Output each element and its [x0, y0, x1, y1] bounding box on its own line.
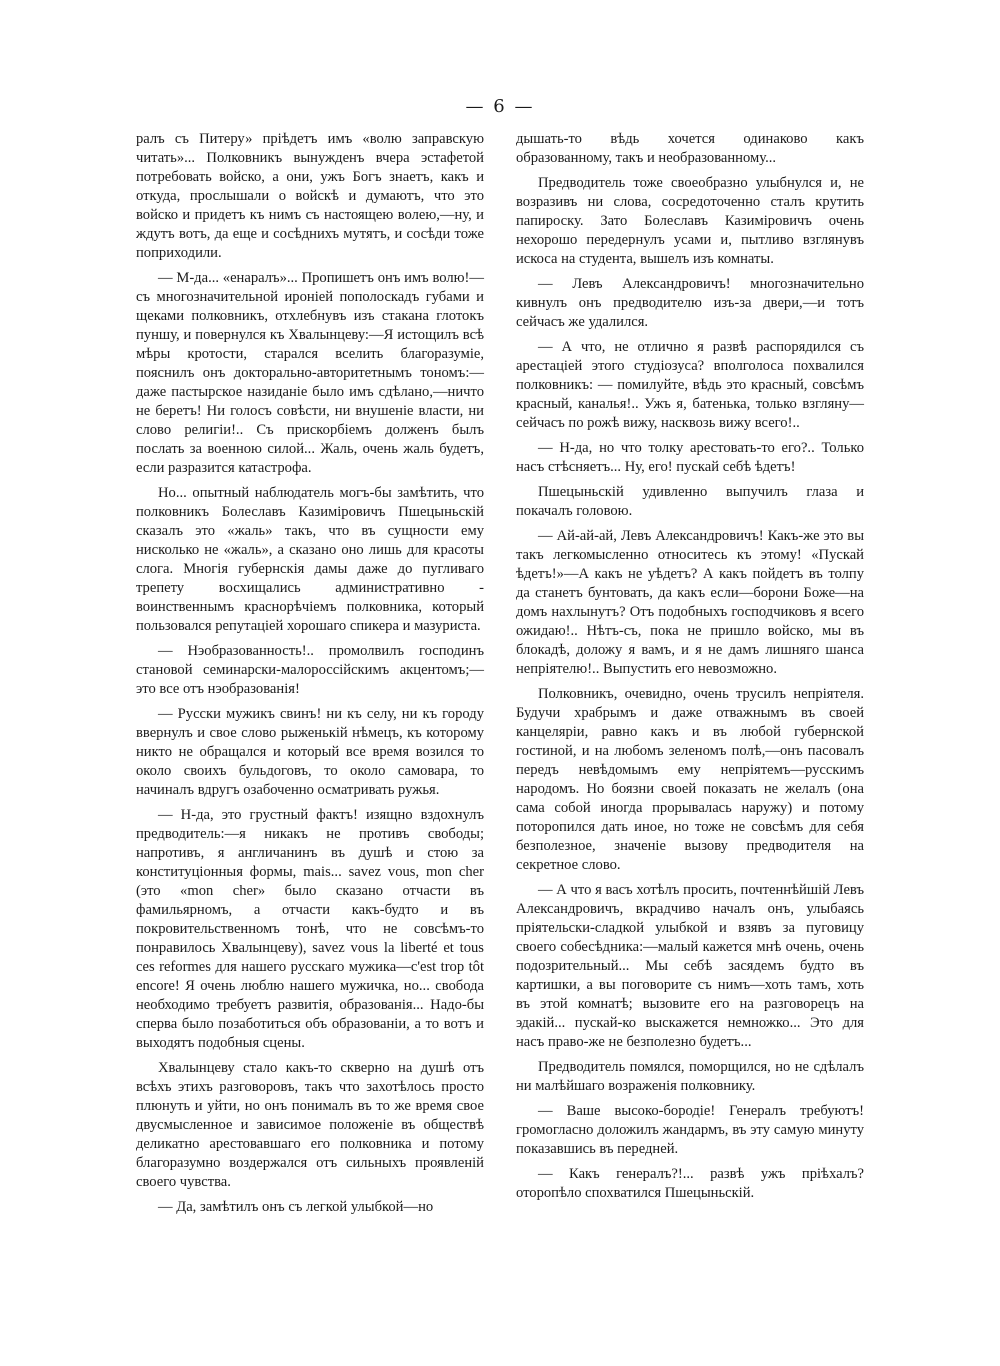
paragraph: Пшецыньскій удивленно выпучилъ глаза и покачалъ головою. — [516, 484, 864, 519]
paragraph: — Н-да, но что толку арестовать-то его?.. Только насъ стѣсняетъ... Ну, его! пускай себѣ ѣдетъ! — [516, 440, 864, 475]
paragraph: — Русски мужикъ свинъ! ни къ селу, ни къ городу ввернулъ и свое слово рыженькій нѣмецъ, къ которому никто не обращался и который все время возился то около своихъ бульдоговъ, то около самовара, то начиналъ вдругъ озабоченно осматривать ружья. — [136, 706, 484, 798]
paragraph: — М-да... «енаралъ»... Пропишетъ онъ имъ волю!—съ многозначительной ироніей пополоскадъ губами и щеками полковникъ, отхлебнувъ изъ стакана глотокъ пуншу, и повернулся къ Хвалынцеву:—Я истощилъ всѣ мѣры кротости, старался вселить благоразуміе, пояснилъ онъ докторально-авторитетнымъ тономъ:—даже пастырское назиданіе было имъ сдѣлано,—ничто не беретъ! Ни голосъ совѣсти, ни внушеніе власти, ни слово религіи!.. Съ прискорбіемъ долженъ былъ послать за военною силой... Жаль, очень жаль будетъ, если разразится катастрофа. — [136, 270, 484, 476]
paragraph: ралъ съ Питеру» пріѣдетъ имъ «волю заправскую читать»... Полковникъ вынужденъ вчера эстафетой потребовать войско, а они, ужъ Богъ знаетъ, какъ и откуда, прослышали о войскѣ и думаютъ, что это войско и придетъ къ нимъ съ настоящею волею,—ну, и ждутъ вотъ, да еще и сосѣднихъ мутятъ, и сосѣди тоже поприходили. — [136, 131, 484, 261]
left-column — [136, 130, 484, 1223]
paragraph: — А что я васъ хотѣлъ просить, почтеннѣйшій Левъ Александровичъ, вкрадчиво началъ онъ, улыбаясь пріятельски-сладкой улыбкой и взявъ за пуговицу своего собесѣдника:—малый кажется мнѣ очень, очень подозрительный... Мы себѣ засядемъ будто въ картишки, а вы поговорите съ нимъ—хоть тамъ, хоть въ этой комнатѣ; вызовите его на разговорецъ на эдакій... пускай-ко выскажется немножко... Это для насъ право-же не безполезно будетъ... — [516, 882, 864, 1050]
paragraph: Хвалынцеву стало какъ-то скверно на душѣ отъ всѣхъ этихъ разговоровъ, такъ что захотѣлось просто плюнуть и уйти, но онъ понималъ въ то же время свое двусмысленное и зависимое положеніе въ обществѣ деликатно арестовавшаго его полковника и потому благоразумно воздержался отъ сильныхъ проявленій своего чувства. — [136, 1060, 484, 1190]
paragraph: Но... опытный наблюдатель могъ-бы замѣтить, что полковникъ Болеславъ Казиміровичъ Пшецыньскій сказалъ это «жаль» такъ, что въ сущности ему нисколько не «жаль», а сказано оно лишь для красоты слога. Многія губернскія дамы даже до пугливаго трепету восхищались административно - воинственнымъ краснорѣчіемъ полковника, который пользовался репутаціей хорошаго спикера и мазуриста. — [136, 485, 484, 634]
paragraph: — Ваше высоко-бородіе! Генералъ требуютъ! громогласно доложилъ жандармъ, въ эту самую минуту показавшись въ передней. — [516, 1103, 864, 1157]
paragraph: Предводитель тоже своеобразно улыбнулся и, не возразивъ ни слова, сосредоточенно сталъ крутить папироску. Зато Болеславъ Казиміровичъ очень нехорошо передернулъ усами и, пытливо взглянувъ искоса на студента, вышелъ изъ комнаты. — [516, 175, 864, 267]
paragraph: — Какъ генералъ?!... развѣ ужъ пріѣхалъ? оторопѣло спохватился Пшецыньскій. — [516, 1166, 864, 1201]
page-number: — 6 — — [465, 96, 535, 117]
paragraph: — Нэобразованность!.. промолвилъ господинъ становой семинарски-малороссійскимъ акцентомъ;—это все отъ нэобразованія! — [136, 643, 484, 697]
paragraph: — Левъ Александровичъ! многозначительно кивнулъ онъ предводителю изъ-за двери,—и тотъ сейчасъ же удалился. — [516, 276, 864, 330]
paragraph: — А что, не отлично я развѣ распорядился съ арестаціей этого студіозуса? вполголоса похвалился полковникъ: — помилуйте, вѣдь это красный, совсѣмъ красный, каналья!.. Ужъ я, батенька, только взгляну—сейчасъ по рожѣ вижу, насквозь вижу всего!.. — [516, 339, 864, 431]
paragraph: Полковникъ, очевидно, очень трусилъ непріятеля. Будучи храбрымъ и даже отважнымъ въ своей канцеляріи, равно какъ и въ любой губернской гостиной, и на любомъ зеленомъ полѣ,—онъ пасовалъ передъ невѣдомымъ ему непріятемъ—русскимъ народомъ. Но боязни своей показать не желалъ (она сама собой иногда прорывалась наружу) и потому поторопился дать иное, но тоже не совсѣмъ для себя безполезное, значеніе вызову предводителя на секретное слово. — [516, 686, 864, 873]
paragraph: Предводитель помялся, поморщился, но не сдѣлалъ ни малѣйшаго возраженія полковнику. — [516, 1059, 864, 1094]
paragraph: — Да, замѣтилъ онъ съ легкой улыбкой—но — [158, 1199, 434, 1215]
paragraph: — Ай-ай-ай, Левъ Александровичъ! Какъ-же это вы такъ легкомысленно относитесь къ этому! «Пускай ѣдетъ!»—А какъ не уѣдетъ? А какъ пойдетъ въ толпу да станетъ бунтовать, да какъ если—борони Боже—на домъ нахлынутъ? Отъ подобныхъ господчиковъ я всего ожидаю!.. Нѣтъ-съ, пока не пришло войско, мы въ блокадѣ, доложу я вамъ, и я не дамъ лишняго шанса непріятелю!.. Выпустить его невозможно. — [516, 528, 864, 677]
right-column — [516, 130, 864, 1209]
paragraph: — Н-да, это грустный фактъ! изящно вздохнулъ предводитель:—я никакъ не противъ свободы; напротивъ, я англичанинъ въ душѣ и стою за конституціонныя формы, mais... savez vous, mon cher (это «mon cher» было сказано отчасти въ фамильярномъ, а отчасти какъ-будто и въ покровительственномъ тонѣ, что не совсѣмъ-то понравилось Хвалынцеву), savez vous la liberté et tous ces reformes для нашего русскаго мужика—c'est trop tôt encore! Я очень люблю нашего мужичка, но... свобода необходимо требуетъ развитія, образованія... Надо-бы сперва было позаботиться объ образованіи, а то вотъ и выходятъ подобныя сцены. — [136, 807, 484, 1051]
paragraph: дышать-то вѣдь хочется одинаково какъ образованному, такъ и необразованному... — [516, 131, 864, 166]
